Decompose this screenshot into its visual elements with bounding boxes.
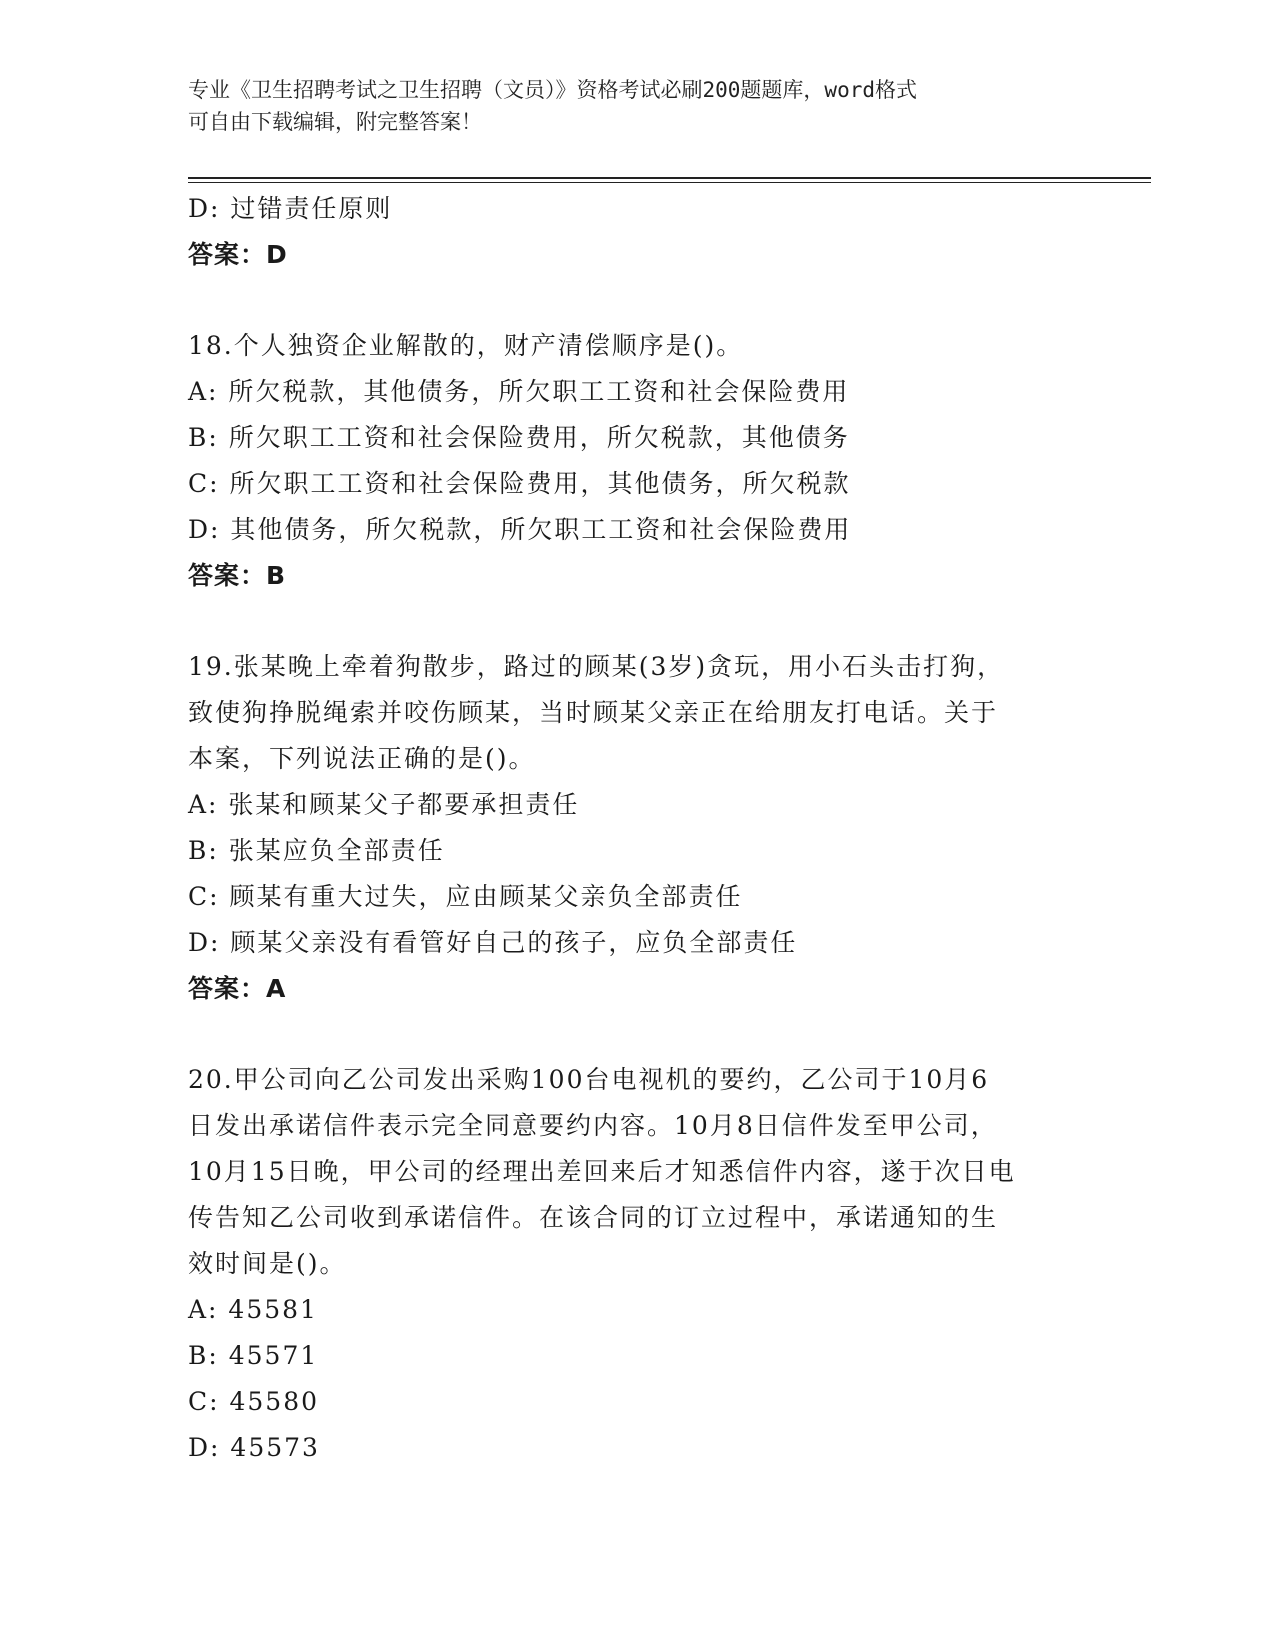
q18-answer: 答案：B bbox=[188, 561, 287, 590]
question-spacer bbox=[188, 1012, 1088, 1057]
q20-stem-line-4: 传告知乙公司收到承诺信件。在该合同的订立过程中，承诺通知的生 bbox=[188, 1203, 999, 1232]
document-body bbox=[188, 186, 1088, 1471]
header-line-1: 专业《卫生招聘考试之卫生招聘（文员）》资格考试必刷200题题库，word格式 bbox=[188, 78, 917, 102]
q18-stem: 18.个人独资企业解散的，财产清偿顺序是()。 bbox=[188, 331, 744, 360]
q19-stem-line-3: 本案，下列说法正确的是()。 bbox=[188, 744, 536, 773]
q20-stem-line-5: 效时间是()。 bbox=[188, 1249, 347, 1278]
q19-option-c: C: 顾某有重大过失，应由顾某父亲负全部责任 bbox=[188, 882, 743, 911]
q17-answer: 答案：D bbox=[188, 240, 288, 269]
q20-option-d: D: 45573 bbox=[188, 1433, 320, 1462]
q20-stem-line-2: 日发出承诺信件表示完全同意要约内容。10月8日信件发至甲公司， bbox=[188, 1111, 998, 1140]
q18-option-b: B: 所欠职工工资和社会保险费用，所欠税款，其他债务 bbox=[188, 423, 850, 452]
q18-option-a: A: 所欠税款，其他债务，所欠职工工资和社会保险费用 bbox=[188, 377, 850, 406]
q19-option-b: B: 张某应负全部责任 bbox=[188, 836, 445, 865]
question-spacer bbox=[188, 599, 1088, 644]
header-line-2: 可自由下载编辑，附完整答案！ bbox=[188, 110, 482, 134]
q19-option-d: D: 顾某父亲没有看管好自己的孩子，应负全部责任 bbox=[188, 928, 798, 957]
q18-option-c: C: 所欠职工工资和社会保险费用，其他债务，所欠税款 bbox=[188, 469, 851, 498]
q18-option-d: D: 其他债务，所欠税款，所欠职工工资和社会保险费用 bbox=[188, 515, 852, 544]
question-spacer bbox=[188, 278, 1088, 323]
header-divider-thin bbox=[188, 182, 1151, 183]
q19-answer: 答案：A bbox=[188, 974, 287, 1003]
q20-option-a: A: 45581 bbox=[188, 1295, 318, 1324]
q19-option-a: A: 张某和顾某父子都要承担责任 bbox=[188, 790, 580, 819]
q20-option-b: B: 45571 bbox=[188, 1341, 319, 1370]
header-divider-thick bbox=[188, 177, 1151, 179]
q17-option-d: D: 过错责任原则 bbox=[188, 194, 393, 223]
q19-stem-line-2: 致使狗挣脱绳索并咬伤顾某，当时顾某父亲正在给朋友打电话。关于 bbox=[188, 698, 999, 727]
q20-stem-line-1: 20.甲公司向乙公司发出采购100台电视机的要约，乙公司于10月6 bbox=[188, 1065, 990, 1094]
q20-stem-line-3: 10月15日晚，甲公司的经理出差回来后才知悉信件内容，遂于次日电 bbox=[188, 1157, 1016, 1186]
document-header bbox=[188, 74, 1068, 138]
q20-option-c: C: 45580 bbox=[188, 1387, 320, 1416]
q19-stem-line-1: 19.张某晚上牵着狗散步，路过的顾某(3岁)贪玩，用小石头击打狗， bbox=[188, 652, 1005, 681]
